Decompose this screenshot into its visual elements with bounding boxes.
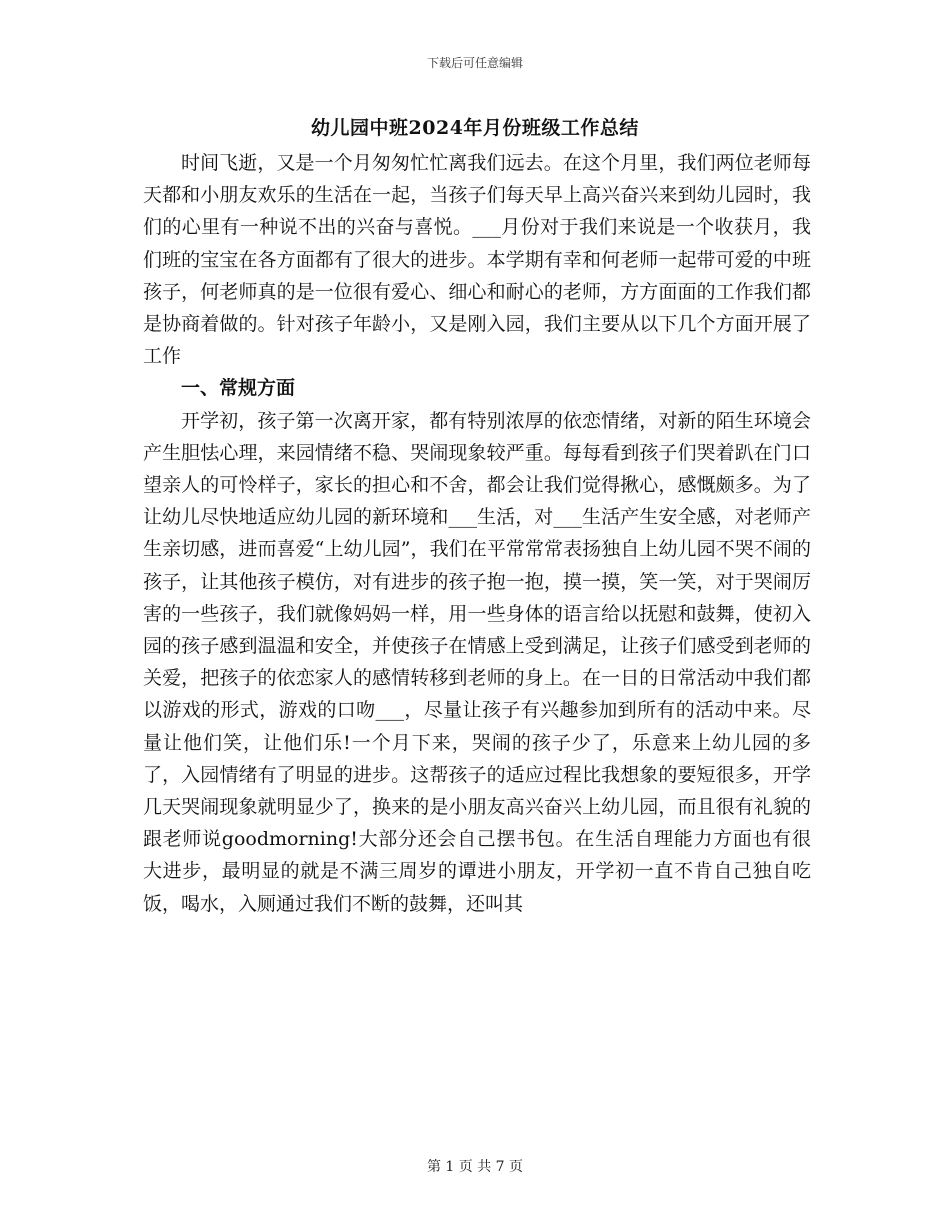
routine-paragraph: 开学初，孩子第一次离开家，都有特别浓厚的依恋情绪，对新的陌生环境会产生胆怯心理，来园情绪不稳、哭闹现象较严重。每每看到孩子们哭着趴在门口望亲人的可怜样子，家长的担心和不舍，都会让我们觉得揪心，感慨颇多。为了让幼儿尽快地适应幼儿园的新环境和___生活，对___生活产生安全感，对老师产生亲切感，进而喜爱“上幼儿园”，我们在平常常常表扬独自上幼儿园不哭不闹的孩子，让其他孩子模仿，对有进步的孩子抱一抱，摸一摸，笑一笑，对于哭闹厉害的一些孩子，我们就像妈妈一样，用一些身体的语言给以抚慰和鼓舞，使初入园的孩子感到温温和安全，并使孩子在情感上受到满足，让孩子们感受到老师的关爱，把孩子的依恋家人的感情转移到老师的身上。在一日的日常活动中我们都以游戏的形式，游戏的口吻___，尽量让孩子有兴趣参加到所有的活动中来。尽量让他们笑，让他们乐!一个月下来，哭闹的孩子少了，乐意来上幼儿园的多了，入园情绪有了明显的进步。这帮孩子的适应过程比我想象的要短很多，开学几天哭闹现象就明显少了，换来的是小朋友高兴奋兴上幼儿园，而且很有礼貌的跟老师说goodmorning!大部分还会自己摆书包。在生活自理能力方面也有很大进步，最明显的就是不满三周岁的谭进小朋友，开学初一直不肯自己独自吃饭，喝水，入厕通过我们不断的鼓舞，还叫其	[143, 409, 811, 915]
document-body	[143, 147, 811, 920]
page-number: 第 1 页 共 7 页	[426, 1159, 524, 1175]
intro-paragraph: 时间飞逝，又是一个月匆匆忙忙离我们远去。在这个月里，我们两位老师每天都和小朋友欢乐的生活在一起，当孩子们每天早上高兴奋兴来到幼儿园时，我们的心里有一种说不出的兴奋与喜悦。___月份对于我们来说是一个收获月，我们班的宝宝在各方面都有了很大的进步。本学期有幸和何老师一起带可爱的中班孩子，何老师真的是一位很有爱心、细心和耐心的老师，方方面面的工作我们都是协商着做的。针对孩子年龄小，又是刚入园，我们主要从以下几个方面开展了工作	[143, 152, 811, 368]
section-heading-routine: 一、常规方面	[181, 377, 296, 400]
header-note: 下载后可任意编辑	[426, 56, 523, 70]
document-title: 幼儿园中班2024年月份班级工作总结	[311, 117, 639, 139]
